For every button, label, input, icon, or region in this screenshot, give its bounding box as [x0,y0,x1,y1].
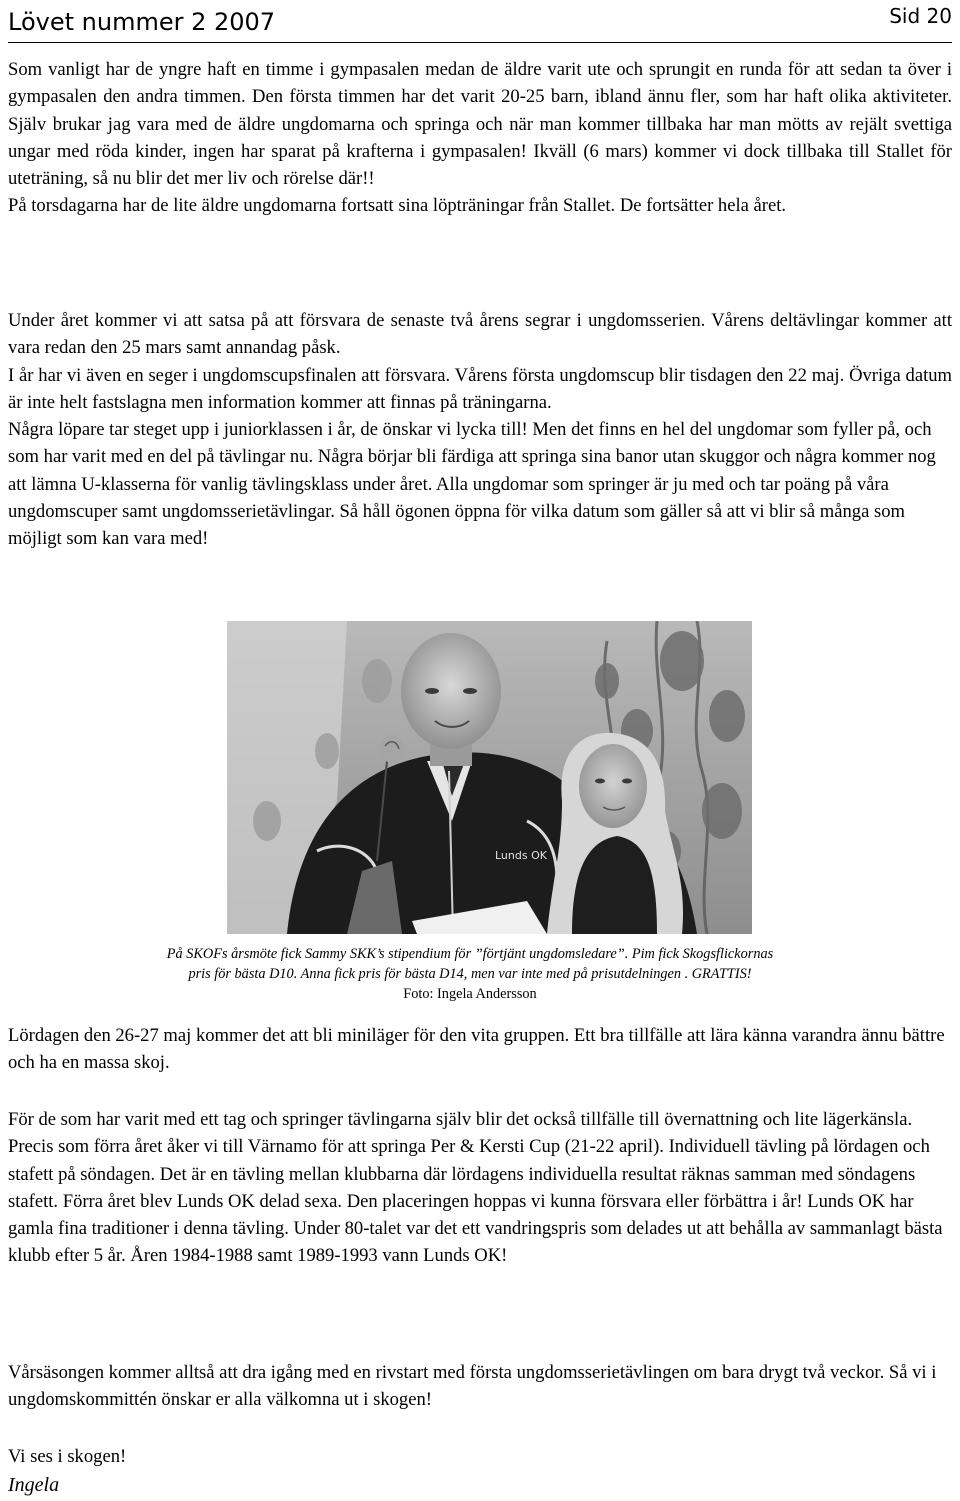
paragraph: I år har vi även en seger i ungdomscupsfinalen att försvara. Vårens första ungdomscup blir tisdagen den 22 maj. Övriga datum är inte helt fastslagna men information kommer att finnas på träningarna. [8,364,952,413]
award-photo [227,621,752,934]
page-number: Sid 20 [889,4,952,28]
page-header [8,2,952,43]
paragraph: Som vanligt har de yngre haft en timme i gympasalen medan de äldre varit ute och sprungit en runda för att sedan ta över i gympasalen den andra timmen. Den första timmen har det varit 20-25 barn, ibland ännu fler, som har haft olika aktiviteter. Själv brukar jag vara med de äldre ungdomarna och springa och när man kommer tillbaka har man mötts av rejält svettiga ungar med röda kinder, ingen har sparat på krafterna i gympasalen! Ikväll (6 mars) kommer vi dock tillbaka till Stallet för uteträning, så nu blir det mer liv och rörelse där!! [8,59,952,190]
newsletter-title: Lövet nummer 2 2007 [8,8,276,36]
paragraph: Några löpare tar steget upp i juniorklassen i år, de önskar vi lycka till! Men det finns en hel del ungdomar som fyller på, och som har varit med en del på tävlingar nu. Några börjar bli färdiga att springa sina banor utan skuggor och några kommer nog att lämna U-klasserna för vanlig tävlingsklass under året. Alla ungdomar som springer är ju med och tar poäng på våra ungdomscuper samt ungdomsserietävlingar. Så håll ögonen öppna för vilka datum som gäller så att vi blir så många som möjligt som kan vara med! [8,419,936,550]
paragraph: Lördagen den 26-27 maj kommer det att bli miniläger för den vita gruppen. Ett bra tillfälle att lära känna varandra ännu bättre och ha en massa skoj. [8,1025,945,1074]
paragraph: Vårsäsongen kommer alltså att dra igång med en rivstart med första ungdomsserietävlingen om bara drygt två veckor. Så vi i ungdomskommittén önskar er alla välkomna ut i skogen! [8,1362,937,1411]
paragraph: Under året kommer vi att satsa på att försvara de senaste två årens segrar i ungdomsserien. Vårens deltävlingar kommer att vara redan den 25 mars samt annandag påsk. [8,310,952,359]
training-section [8,56,952,220]
jacket-logo-text: Lunds OK [495,849,547,862]
season-section [8,1359,952,1414]
caption-line: På SKOFs årsmöte fick Sammy SKK’s stipendium för ”förtjänt ungdomsledare”. Pim fick Skogsflickornas [166,946,774,962]
signature: Ingela [8,1474,60,1496]
award-photo-image [227,621,752,934]
photo-caption [40,944,900,1004]
paragraph: På torsdagarna har de lite äldre ungdomarna fortsatt sina löpträningar från Stallet. De fortsätter hela året. [8,195,787,217]
camp-section [8,1022,952,1077]
photo-credit: Foto: Ingela Andersson [403,986,537,1002]
caption-line: pris för bästa D10. Anna fick pris för bästa D14, men var inte med på prisutdelningen . GRATTIS! [188,966,752,982]
closing-section [8,1443,952,1470]
paragraph: För de som har varit med ett tag och springer tävlingarna själv blir det också tillfälle till övernattning och lite lägerkänsla. Precis som förra året åker vi till Värnamo för att springa Per & Kersti Cup (21-22 april). Individuell tävling på lördagen och stafett på söndagen. Det är en tävling mellan klubbarna där lördagens individuella resultat räknas samman med söndagens stafett. Förra året blev Lunds OK delad sexa. Den placeringen hoppas vi kunna försvara eller förbättra i år! Lunds OK har gamla fina traditioner i denna tävling. Under 80-talet var det ett vandringspris som delades ut att behålla av sammanlagt bästa klubb efter 5 år. Åren 1984-1988 samt 1989-1993 vann Lunds OK! [8,1109,943,1267]
closing-line: Vi ses i skogen! [8,1446,127,1467]
competition-section [8,307,952,553]
cup-section [8,1106,952,1270]
